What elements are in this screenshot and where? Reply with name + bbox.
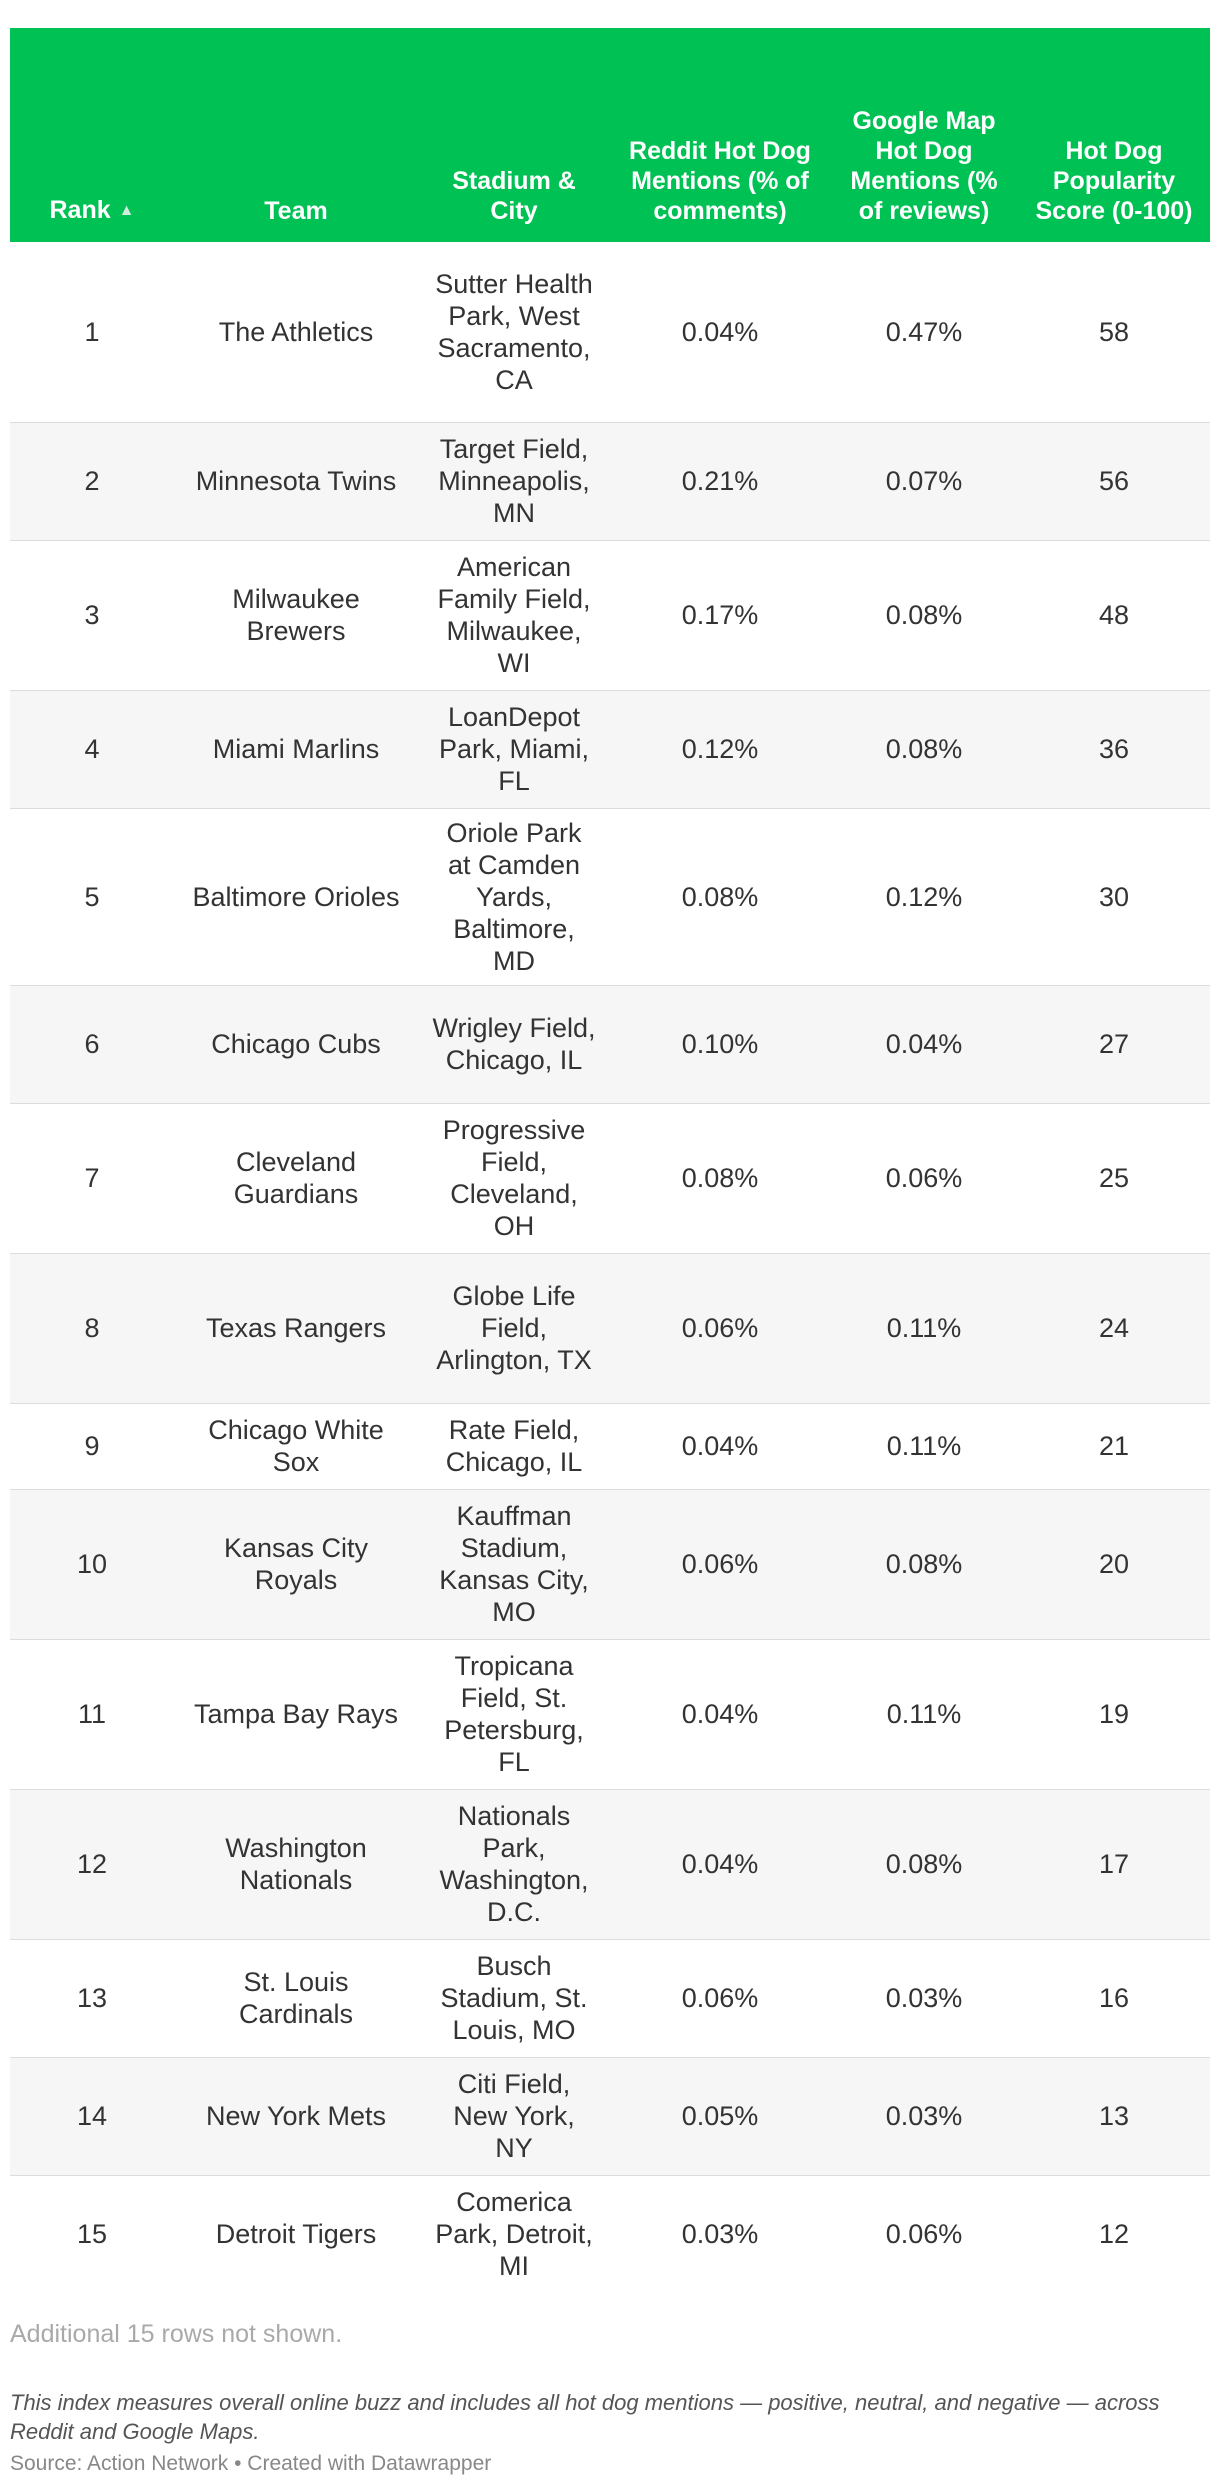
cell-stadium: American Family Field, Milwaukee, WI: [418, 540, 610, 690]
cell-team: New York Mets: [174, 2057, 418, 2175]
cell-rank: 11: [10, 1639, 174, 1789]
cell-reddit-mentions: 0.12%: [610, 690, 830, 808]
column-header-team[interactable]: [174, 28, 418, 242]
cell-team: Milwaukee Brewers: [174, 540, 418, 690]
table-row: [10, 1253, 1210, 1403]
cell-popularity-score: 24: [1018, 1253, 1210, 1403]
table-row: [10, 242, 1210, 422]
cell-stadium: Nationals Park, Washington, D.C.: [418, 1789, 610, 1939]
cell-popularity-score: 56: [1018, 422, 1210, 540]
cell-stadium: LoanDepot Park, Miami, FL: [418, 690, 610, 808]
cell-rank: 5: [10, 808, 174, 985]
table-row: [10, 1103, 1210, 1253]
cell-google-mentions: 0.03%: [830, 2057, 1018, 2175]
cell-stadium: Target Field, Minneapolis, MN: [418, 422, 610, 540]
cell-google-mentions: 0.08%: [830, 540, 1018, 690]
cell-rank: 12: [10, 1789, 174, 1939]
cell-popularity-score: 17: [1018, 1789, 1210, 1939]
cell-stadium: Wrigley Field, Chicago, IL: [418, 985, 610, 1103]
cell-popularity-score: 13: [1018, 2057, 1210, 2175]
cell-rank: 7: [10, 1103, 174, 1253]
cell-team: Baltimore Orioles: [174, 808, 418, 985]
cell-google-mentions: 0.06%: [830, 2175, 1018, 2293]
cell-popularity-score: 30: [1018, 808, 1210, 985]
table-row: [10, 690, 1210, 808]
cell-rank: 1: [84, 316, 100, 347]
column-header-stadium[interactable]: [418, 28, 610, 242]
cell-google-mentions: 0.11%: [830, 1253, 1018, 1403]
cell-stadium: Oriole Park at Camden Yards, Baltimore, MD: [418, 808, 610, 985]
cell-rank: 15: [10, 2175, 174, 2293]
more-rows-note: Additional 15 rows not shown.: [10, 2320, 343, 2348]
cell-stadium: Rate Field, Chicago, IL: [418, 1403, 610, 1489]
cell-stadium: Comerica Park, Detroit, MI: [418, 2175, 610, 2293]
column-header-label: Team: [264, 197, 328, 225]
cell-reddit-mentions: 0.06%: [610, 1489, 830, 1639]
cell-stadium: Kauffman Stadium, Kansas City, MO: [418, 1489, 610, 1639]
cell-rank: 6: [10, 985, 174, 1103]
cell-popularity-score: 48: [1018, 540, 1210, 690]
cell-stadium: Sutter Health Park, West Sacramento, CA: [435, 268, 593, 395]
cell-google-mentions: 0.03%: [830, 1939, 1018, 2057]
cell-team: Minnesota Twins: [174, 422, 418, 540]
cell-reddit-mentions: 0.08%: [610, 808, 830, 985]
cell-stadium: Progressive Field, Cleveland, OH: [418, 1103, 610, 1253]
cell-google-mentions: 0.47%: [885, 316, 963, 347]
cell-reddit-mentions: 0.10%: [610, 985, 830, 1103]
cell-reddit-mentions: 0.17%: [610, 540, 830, 690]
table-row: [10, 1403, 1210, 1489]
cell-stadium: Busch Stadium, St. Louis, MO: [418, 1939, 610, 2057]
cell-reddit-mentions: 0.06%: [610, 1939, 830, 2057]
cell-stadium: Citi Field, New York, NY: [418, 2057, 610, 2175]
table-row: [10, 1639, 1210, 1789]
table-body: [10, 242, 1210, 2293]
cell-team: Cleveland Guardians: [174, 1103, 418, 1253]
table-row: [10, 540, 1210, 690]
cell-popularity-score: 16: [1018, 1939, 1210, 2057]
table-row: [10, 808, 1210, 985]
sort-ascending-icon: ▲: [118, 202, 135, 219]
cell-rank: 8: [10, 1253, 174, 1403]
cell-team: Tampa Bay Rays: [174, 1639, 418, 1789]
cell-reddit-mentions: 0.21%: [610, 422, 830, 540]
cell-rank: 4: [10, 690, 174, 808]
cell-reddit-mentions: 0.04%: [610, 1403, 830, 1489]
table-row: [10, 985, 1210, 1103]
column-header-google-mentions[interactable]: [830, 28, 1018, 242]
cell-rank: 3: [10, 540, 174, 690]
hot-dog-ranking-table: [10, 28, 1210, 2293]
cell-team: The Athletics: [218, 316, 374, 347]
cell-google-mentions: 0.12%: [830, 808, 1018, 985]
cell-team: Chicago Cubs: [174, 985, 418, 1103]
cell-team: Kansas City Royals: [174, 1489, 418, 1639]
cell-popularity-score: 25: [1018, 1103, 1210, 1253]
column-header-label: Reddit Hot Dog Mentions (% of comments): [629, 137, 811, 225]
column-header-label: Stadium & City: [452, 167, 576, 225]
table-container: [10, 28, 1210, 2293]
column-header-label: Rank: [49, 196, 111, 224]
cell-reddit-mentions: 0.04%: [610, 1639, 830, 1789]
cell-rank: 10: [10, 1489, 174, 1639]
cell-team: Detroit Tigers: [174, 2175, 418, 2293]
cell-google-mentions: 0.08%: [830, 1489, 1018, 1639]
column-header-label: Hot Dog Popularity Score (0-100): [1035, 137, 1193, 225]
cell-google-mentions: 0.11%: [830, 1403, 1018, 1489]
table-row: [10, 422, 1210, 540]
source-credit: Source: Action Network • Created with Datawrapper: [10, 2452, 492, 2475]
cell-team: Texas Rangers: [174, 1253, 418, 1403]
cell-popularity-score: 20: [1018, 1489, 1210, 1639]
cell-rank: 9: [10, 1403, 174, 1489]
cell-popularity-score: 58: [1098, 316, 1130, 347]
table-row: [10, 2175, 1210, 2293]
cell-popularity-score: 19: [1018, 1639, 1210, 1789]
column-header-label: Google Map Hot Dog Mentions (% of reviews): [850, 107, 998, 225]
cell-reddit-mentions: 0.04%: [610, 1789, 830, 1939]
cell-team: St. Louis Cardinals: [174, 1939, 418, 2057]
table-row: [10, 1489, 1210, 1639]
methodology-footnote: This index measures overall online buzz and includes all hot dog mentions — positive, neutral, and negative — across Reddit and Google Maps.: [10, 2390, 1160, 2444]
cell-popularity-score: 36: [1018, 690, 1210, 808]
cell-popularity-score: 21: [1018, 1403, 1210, 1489]
cell-google-mentions: 0.11%: [830, 1639, 1018, 1789]
cell-reddit-mentions: 0.08%: [610, 1103, 830, 1253]
cell-google-mentions: 0.08%: [830, 690, 1018, 808]
cell-rank: 14: [10, 2057, 174, 2175]
table-row: [10, 1939, 1210, 2057]
cell-team: Chicago White Sox: [174, 1403, 418, 1489]
cell-rank: 13: [10, 1939, 174, 2057]
cell-rank: 2: [10, 422, 174, 540]
cell-google-mentions: 0.06%: [830, 1103, 1018, 1253]
cell-reddit-mentions: 0.04%: [681, 316, 759, 347]
cell-team: Miami Marlins: [174, 690, 418, 808]
table-header-row: [10, 28, 1210, 242]
cell-reddit-mentions: 0.05%: [610, 2057, 830, 2175]
cell-google-mentions: 0.07%: [830, 422, 1018, 540]
table-row: [10, 1789, 1210, 1939]
cell-google-mentions: 0.04%: [830, 985, 1018, 1103]
cell-google-mentions: 0.08%: [830, 1789, 1018, 1939]
cell-stadium: Globe Life Field, Arlington, TX: [418, 1253, 610, 1403]
column-header-popularity-score[interactable]: [1018, 28, 1210, 242]
cell-popularity-score: 27: [1018, 985, 1210, 1103]
table-row: [10, 2057, 1210, 2175]
cell-reddit-mentions: 0.03%: [610, 2175, 830, 2293]
column-header-reddit-mentions[interactable]: [610, 28, 830, 242]
cell-reddit-mentions: 0.06%: [610, 1253, 830, 1403]
cell-team: Washington Nationals: [174, 1789, 418, 1939]
column-header-rank[interactable]: [10, 28, 174, 242]
cell-popularity-score: 12: [1018, 2175, 1210, 2293]
cell-stadium: Tropicana Field, St. Petersburg, FL: [418, 1639, 610, 1789]
